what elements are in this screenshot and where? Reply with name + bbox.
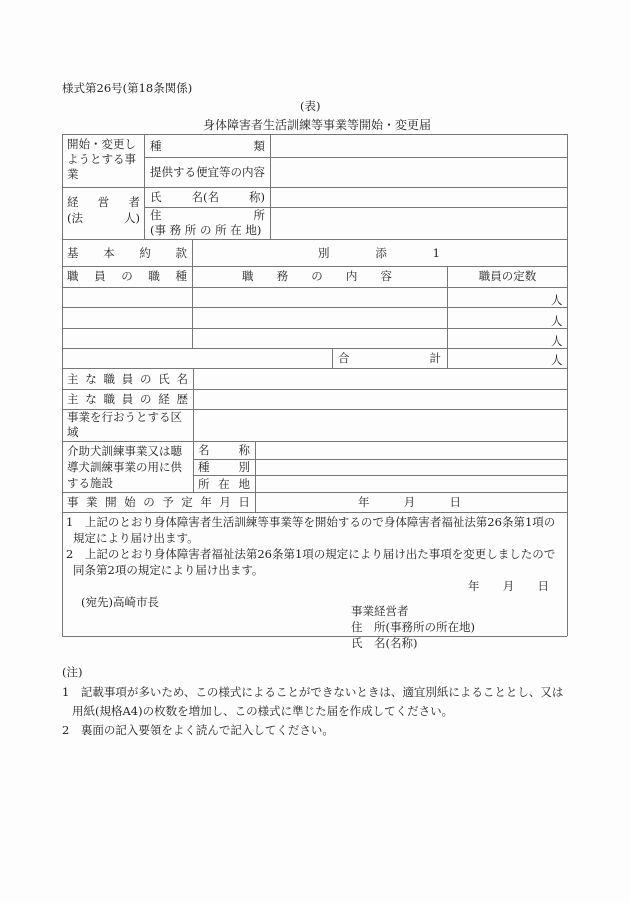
facility-name-label [198, 442, 250, 458]
label-char: 定 [181, 495, 193, 509]
operator-name-field[interactable] [271, 188, 566, 206]
label-char: 約 [139, 246, 151, 260]
note-1: 1 記載事項が多いため、この様式によることができないときは、適宜別紙によることとし、又は [62, 685, 564, 699]
label-char: 月 [219, 495, 231, 509]
staff-type-field[interactable] [63, 329, 191, 347]
facility-kind-field[interactable] [256, 460, 566, 474]
label-char: 別 [238, 460, 250, 474]
staff-type-header [67, 268, 187, 284]
label-char: 職 [67, 269, 79, 283]
operator-label [67, 194, 140, 226]
notes-heading: (注) [62, 665, 83, 679]
staff-count-field[interactable] [448, 308, 552, 327]
label-char: 職 [103, 372, 115, 386]
operator-address-label-line1 [150, 208, 265, 223]
label-char: の [140, 372, 152, 386]
label-char: 氏 [150, 190, 162, 204]
statement-item-2-cont: 同条第2項の規定により届け出ます。 [73, 563, 264, 577]
staff-type-field[interactable] [63, 288, 191, 306]
business-content-field[interactable] [271, 158, 566, 186]
label-char: 称) [249, 190, 265, 204]
label-char: 員 [121, 372, 134, 386]
start-date-value [358, 494, 461, 510]
label-char: 計 [429, 351, 441, 365]
operator-label-line1 [67, 194, 140, 210]
label-char: の [140, 392, 152, 406]
label-char: 主 [67, 372, 79, 386]
label-char: 種 [198, 460, 210, 474]
label-char: 職 [242, 269, 254, 283]
label-char: 合 [338, 351, 350, 365]
total-count-field[interactable] [448, 349, 552, 367]
label-char: 類 [253, 139, 265, 153]
date-unit: 月 [403, 495, 416, 509]
operator-address: 住 所(事務所の所在地) [351, 620, 475, 634]
facility-label [67, 443, 182, 491]
staff-duty-field[interactable] [193, 329, 446, 347]
statement-date [468, 578, 549, 594]
label-char: 名 [176, 372, 188, 386]
value-char: 添 [375, 246, 387, 260]
label-char: 主 [67, 392, 79, 406]
business-label [67, 137, 142, 182]
statement-item-2: 2 上記のとおり身体障害者福祉法第26条第1項の規定により届け出た事項を変更しましたので [66, 547, 556, 561]
articles-value [318, 245, 440, 261]
staff-duty-field[interactable] [193, 288, 446, 306]
business-type-label [150, 138, 265, 154]
facility-label-line: する施設 [67, 476, 113, 490]
label-char: 員 [94, 269, 106, 283]
label-char: 歴 [176, 392, 188, 406]
label-char: 職 [148, 269, 160, 283]
operator-address-field[interactable] [271, 208, 566, 238]
label-char: 種 [175, 269, 187, 283]
label-char: 地 [238, 477, 250, 491]
label-char: 所 [198, 477, 210, 491]
label-char: な [85, 392, 97, 406]
unit-label: 人 [551, 353, 563, 367]
note-2: 2 裏面の記入要領をよく読んで記入してください。 [62, 723, 334, 737]
label-char: 日 [238, 495, 250, 509]
date-unit: 年 [358, 495, 370, 509]
label-char: 名(名 [191, 190, 219, 204]
unit-label: 人 [551, 293, 563, 307]
facility-label-line: 介助犬訓練事業又は聴 [67, 444, 182, 458]
operator-name: 氏 名(名称) [351, 636, 418, 650]
form-side-label: (表) [300, 99, 321, 113]
label-char: 事 [67, 495, 79, 509]
label-char: 業 [86, 495, 98, 509]
service-area-label [67, 410, 182, 440]
staff-duty-field[interactable] [193, 308, 446, 327]
staff-type-field[interactable] [63, 308, 191, 327]
facility-kind-label [198, 459, 250, 475]
label-char: 款 [175, 246, 187, 260]
articles-label [67, 245, 187, 261]
main-staff-history-label [67, 391, 188, 407]
operator-title: 事業経営者 [351, 604, 409, 618]
unit-label: 人 [551, 314, 563, 328]
form-title: 身体障害者生活訓練等事業等開始・変更届 [203, 118, 432, 132]
statement-item-1-cont: 規定により届け出ます。 [73, 531, 199, 545]
facility-location-label [198, 476, 250, 492]
label-char: 容 [380, 269, 392, 283]
form-number: 様式第26号(第18条関係) [62, 81, 193, 95]
label-char: 員 [121, 392, 134, 406]
start-date-label [67, 494, 250, 510]
value-char: 1 [432, 246, 440, 260]
service-area-field[interactable] [194, 410, 566, 440]
business-label-line: 開始・変更し [67, 137, 136, 151]
date-unit: 年 [468, 579, 480, 593]
facility-location-field[interactable] [256, 476, 566, 491]
main-staff-name-field[interactable] [194, 369, 566, 388]
service-area-label-line: 事業を行おうとする区 [67, 410, 182, 424]
label-char: 予 [162, 495, 174, 509]
label-char: 氏 [158, 372, 170, 386]
label-char: 年 [200, 495, 212, 509]
label-char: 本 [103, 246, 115, 260]
operator-label-line2 [67, 210, 140, 226]
label-char: 基 [67, 246, 79, 260]
service-area-label-line: 域 [67, 425, 79, 439]
facility-name-field[interactable] [256, 442, 566, 458]
main-staff-history-field[interactable] [194, 390, 566, 408]
label-char: 名 [198, 443, 210, 457]
label-char: 経 [67, 195, 79, 209]
label-char: 内 [345, 269, 358, 283]
operator-name-label [150, 189, 265, 205]
note-1-cont: 用紙(規格A4)の枚数を増加し、この様式に準じた届を作成してください。 [72, 704, 454, 718]
label-char: 開 [105, 495, 117, 509]
label-char: の [121, 269, 133, 283]
facility-label-line: 導犬訓練事業の用に供 [67, 460, 182, 474]
label-char: 称 [238, 443, 250, 457]
label-char: 所 [253, 208, 265, 222]
operator-address-label [150, 208, 265, 238]
label-char: な [85, 372, 97, 386]
date-unit: 日 [449, 495, 461, 509]
operator-address-label-line2: (事 務 所 の 所 在 地) [150, 223, 262, 237]
date-unit: 日 [537, 579, 549, 593]
label-char: 始 [124, 495, 136, 509]
label-char: 営 [97, 195, 110, 209]
label-char: 在 [218, 477, 230, 491]
label-char: 者 [128, 195, 140, 209]
label-char: 種 [150, 139, 162, 153]
label-char: 務 [276, 269, 289, 283]
staff-count-field[interactable] [448, 288, 552, 306]
label-char: 住 [150, 208, 162, 222]
value-char: 別 [318, 246, 330, 260]
business-content-label: 提供する便宜等の内容 [150, 165, 265, 179]
unit-label: 人 [551, 334, 563, 348]
addressee: (宛先)高崎市長 [81, 595, 159, 609]
total-label [338, 350, 441, 366]
label-char: の [143, 495, 155, 509]
label-char: 経 [158, 392, 170, 406]
business-type-field[interactable] [271, 135, 566, 156]
label-char: 職 [103, 392, 115, 406]
business-label-line: ようとする事 [67, 152, 136, 166]
main-staff-name-label [67, 371, 188, 387]
staff-count-field[interactable] [448, 329, 552, 347]
staff-count-header: 職員の定数 [478, 269, 537, 283]
label-char: (法 [67, 211, 83, 225]
date-unit: 月 [502, 579, 515, 593]
label-char: の [311, 269, 323, 283]
business-label-line: 業 [67, 167, 79, 181]
label-char: 人) [124, 211, 140, 225]
staff-duty-header [242, 268, 392, 284]
statement-item-1: 1 上記のとおり身体障害者生活訓練等事業等を開始するので身体障害者福祉法第26条第1項の [66, 515, 556, 529]
